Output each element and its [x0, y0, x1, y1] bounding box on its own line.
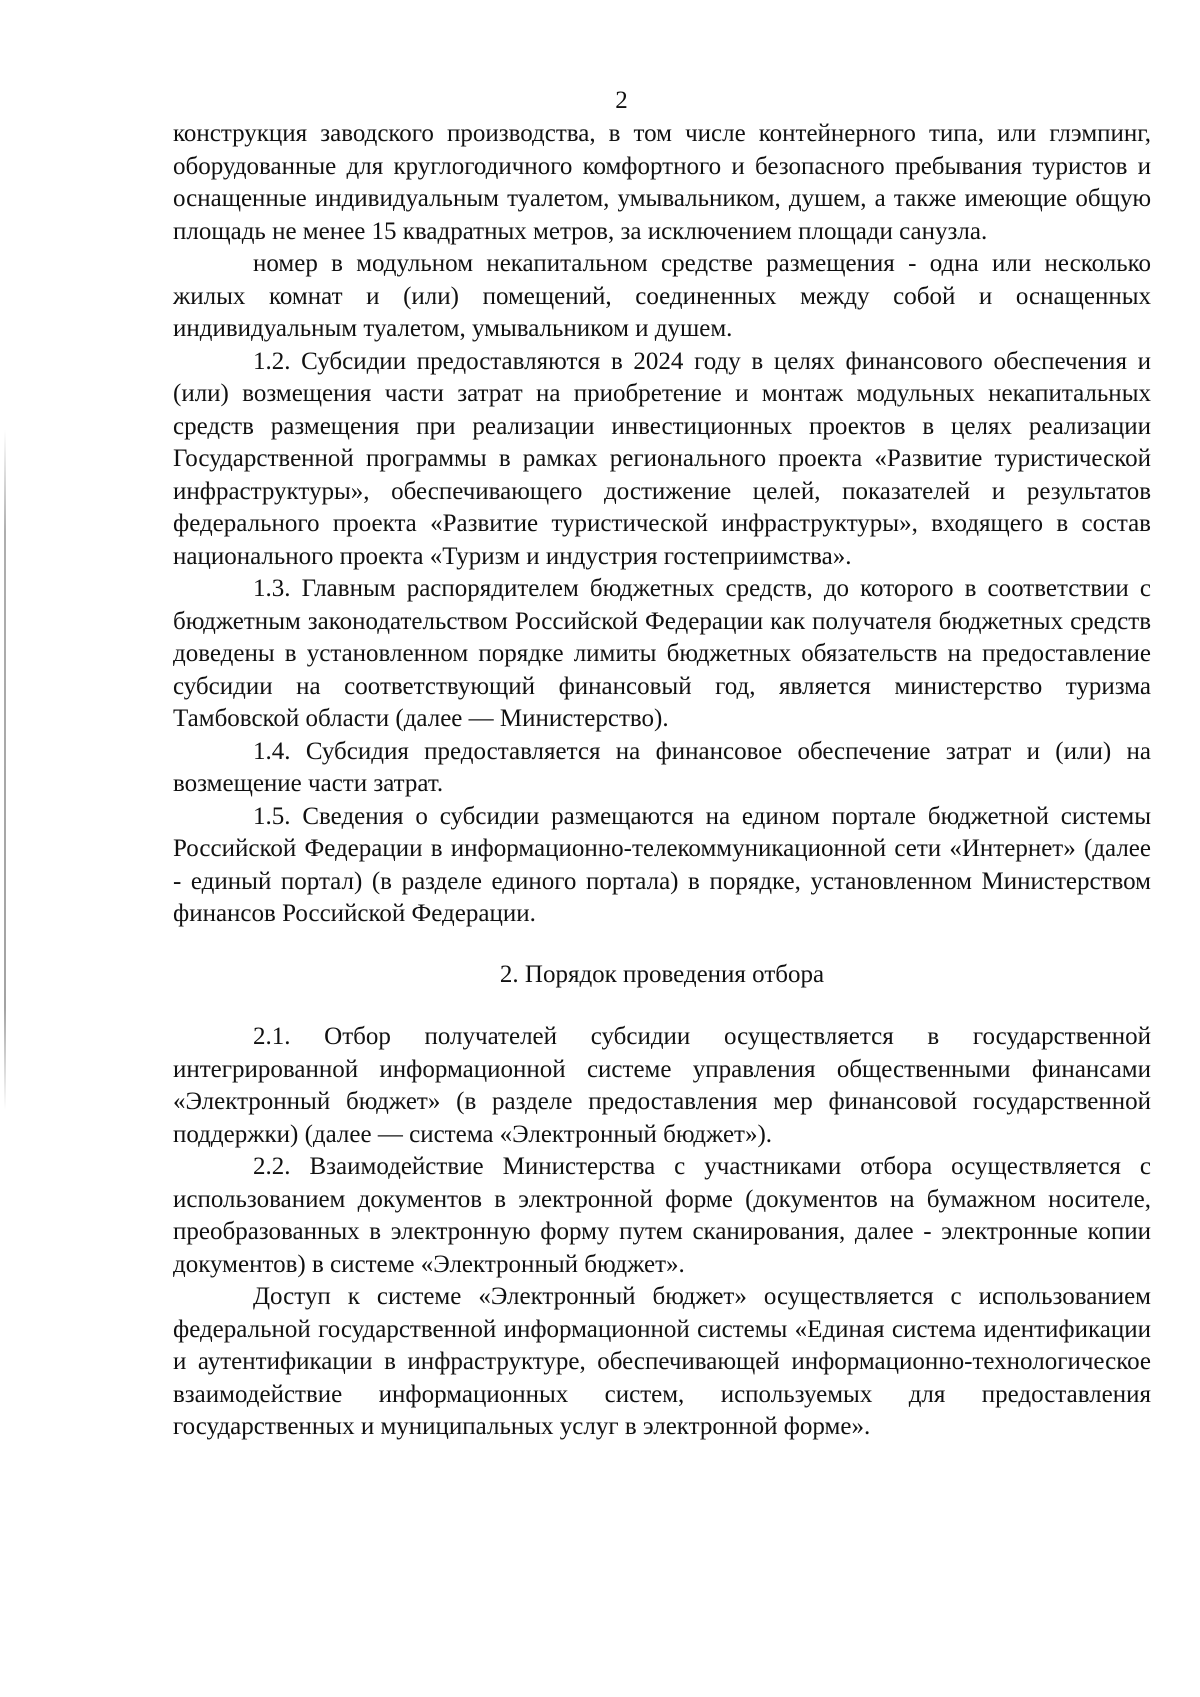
paragraph: 1.3. Главным распорядителем бюджетных средств, до которого в соответствии с бюджетным законодательством Российской Федерации как получателя бюджетных средств доведены в установленном порядке лимиты бюджетных обязательств на предоставление субсидии на соответствующий финансовый год, является министерство туризма Тамбовской области (далее — Министерство). [173, 575, 1151, 732]
page-number: 2 [615, 87, 628, 114]
paragraph: 2.1. Отбор получателей субсидии осуществляется в государственной интегрированной информационной системе управления общественными финансами «Электронный бюджет» (в разделе предоставления мер финансовой государственной поддержки) (далее — система «Электронный бюджет»). [173, 1023, 1151, 1148]
paragraph: 2.2. Взаимодействие Министерства с участниками отбора осуществляется с использованием документов в электронной форме (документов на бумажном носителе, преобразованных в электронную форму путем сканирования, далее - электронные копии документов) в системе «Электронный бюджет». [173, 1153, 1151, 1278]
paragraph: Доступ к системе «Электронный бюджет» осуществляется с использованием федеральной государственной информационной системы «Единая система идентификации и аутентификации в инфраструктуре, обеспечивающей информационно-технологическое взаимодействие информационных систем, используемых для предоставления государственных и муниципальных услуг в электронной форме». [173, 1283, 1151, 1440]
scan-edge-shadow [4, 430, 6, 1110]
paragraph: 1.5. Сведения о субсидии размещаются на едином портале бюджетной системы Российской Федерации в информационно-телекоммуникационной сети «Интернет» (далее - единый портал) (в разделе единого портала) в порядке, установленном Министерством финансов Российской Федерации. [173, 802, 1151, 927]
section-heading: 2. Порядок проведения отбора [499, 960, 825, 988]
document-body [173, 118, 1151, 1444]
paragraph: номер в модульном некапитальном средстве размещения - одна или несколько жилых комнат и (или) помещений, соединенных между собой и оснащенных индивидуальным туалетом, умывальником и душем. [173, 250, 1151, 342]
paragraph: конструкция заводского производства, в том числе контейнерного типа, или глэмпинг, оборудованные для круглогодичного комфортного и безопасного пребывания туристов и оснащенные индивидуальным туалетом, умывальником, душем, а также имеющие общую площадь не менее 15 квадратных метров, за исключением площади санузла. [173, 120, 1151, 245]
paragraph: 1.2. Субсидии предоставляются в 2024 году в целях финансового обеспечения и (или) возмещения части затрат на приобретение и монтаж модульных некапитальных средств размещения при реализации инвестиционных проектов в целях реализации Государственной программы в рамках регионального проекта «Развитие туристической инфраструктуры», обеспечивающего достижение целей, показателей и результатов федерального проекта «Развитие туристической инфраструктуры», входящего в состав национального проекта «Туризм и индустрия гостеприимства». [173, 347, 1151, 570]
paragraph: 1.4. Субсидия предоставляется на финансовое обеспечение затрат и (или) на возмещение части затрат. [173, 737, 1151, 797]
